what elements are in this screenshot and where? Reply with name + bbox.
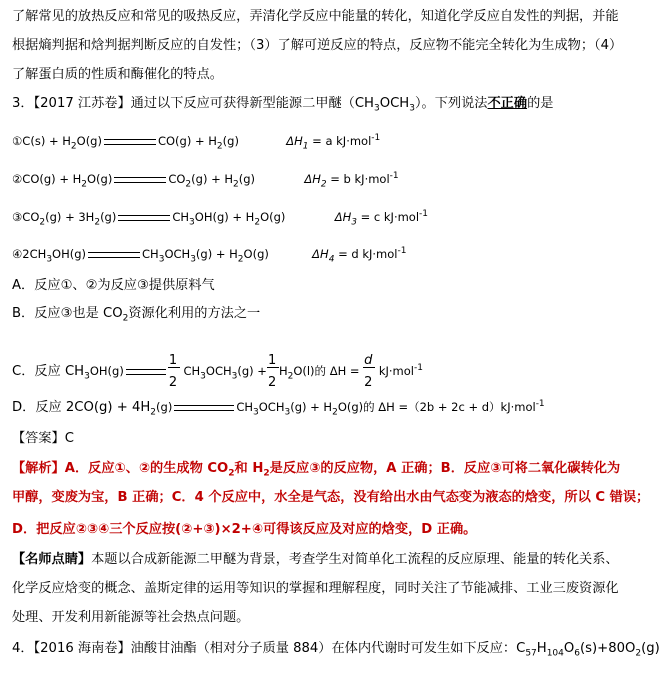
intro-line-2: 根据熵判据和焓判据判断反应的自发性；（3）了解可逆反应的特点，反应物不能完全转化为生成物；（4） [12,38,623,53]
option-d: D．反应 $2CO(g) + 4H_2(g) CH_3OCH_3(g) + H_2O(g)$的 ΔH =（2b + 2c + d）kJ·mol$^{-1}$ [12,399,545,418]
reaction-4: $④2CH_3OH(g) CH_3OCH_3(g) + H_2O(g) \Delta H_4 = d$ kJ·mol$^{-1}$ [12,246,407,265]
tip-line-3: 处理、开发利用新能源等社会热点问题。 [12,610,250,625]
option-a: A．反应①、②为反应③提供原料气 [12,278,215,293]
reaction-1: ①C(s) + $H_2O(g) CO(g) + H_2(g) \Delta H_1 = a$ kJ·mol$^{-1}$ [12,133,381,152]
equilibrium-arrow [174,405,234,411]
tip-line-2: 化学反应焓变的概念、盖斯定律的运用等知识的掌握和理解程度，同时关注了节能减排、工业三废资源化 [12,581,619,596]
fraction-half: $\frac{1}{2}$ [267,361,279,383]
fraction-half: $\frac{1}{2}$ [168,361,180,383]
q3-header: 3．【2017 江苏卷】通过以下反应可获得新型能源二甲醚$(CH_3OCH_3)$。下列说法不正确的是 [12,96,554,114]
equilibrium-arrow [114,177,166,183]
equilibrium-arrow [126,369,166,375]
intro-line-3: 了解蛋白质的性质和酶催化的特点。 [12,67,223,82]
intro-line-1: 了解常见的放热反应和常见的吸热反应，弄清化学反应中能量的转化，知道化学反应自发性的判据，并能 [12,9,619,24]
analysis-line-2: 甲醇，变废为宝，B 正确；C．4 个反应中，水全是气态，没有给出水由气态变为液态的焓变，所以 C 错误； [12,490,650,505]
option-c: C．反应 $CH_3OH(g)$ $\frac{1}{2}$ $CH_3OCH_3(g)$ + $\frac{1}{2}$ $H_2O(l)$的 ΔH = $\frac{d}{2}$ kJ·mol$^{-1}$ [12,352,423,390]
option-b: B．反应③也是 $CO_2$资源化利用的方法之一 [12,306,261,324]
tip-line-1: 【名师点睛】本题以合成新能源二甲醚为背景，考查学生对简单化工流程的反应原理、能量的转化关系、 [12,552,619,567]
analysis-label: 【解析】 [12,461,65,476]
answer: 【答案】C [12,431,74,446]
equilibrium-arrow [118,215,170,221]
analysis-line-1: 【解析】A．反应①、②的生成物 $CO_2$和 $H_2$是反应③的反应物，A 正确；B．反应③可将二氧化碳转化为 [12,461,621,479]
fraction-d-half: $\frac{d}{2}$ [363,361,375,383]
tip-label: 【名师点睛】 [12,552,92,567]
equilibrium-arrow [104,139,156,145]
q4-header: 4．【2016 海南卷】油酸甘油酯（相对分子质量 884）在体内代谢时可发生如下反应：$C_{57}H_{104}O_6(s)+80O_2(g)$ [12,641,660,659]
equilibrium-arrow [88,252,140,258]
reaction-3: $③CO_2(g) + 3H_2(g) CH_3OH(g) + H_2O(g) \Delta H_3 = c$ kJ·mol$^{-1}$ [12,209,429,228]
emphasis-incorrect: 不正确 [487,96,528,111]
reaction-2: ②CO(g) + $H_2O(g) CO_2(g) + H_2(g) \Delta H_2 = b$ kJ·mol$^{-1}$ [12,171,399,190]
analysis-line-3: D．把反应②③④三个反应按(②+③)×2+④可得该反应及对应的焓变，D 正确。 [12,522,477,537]
